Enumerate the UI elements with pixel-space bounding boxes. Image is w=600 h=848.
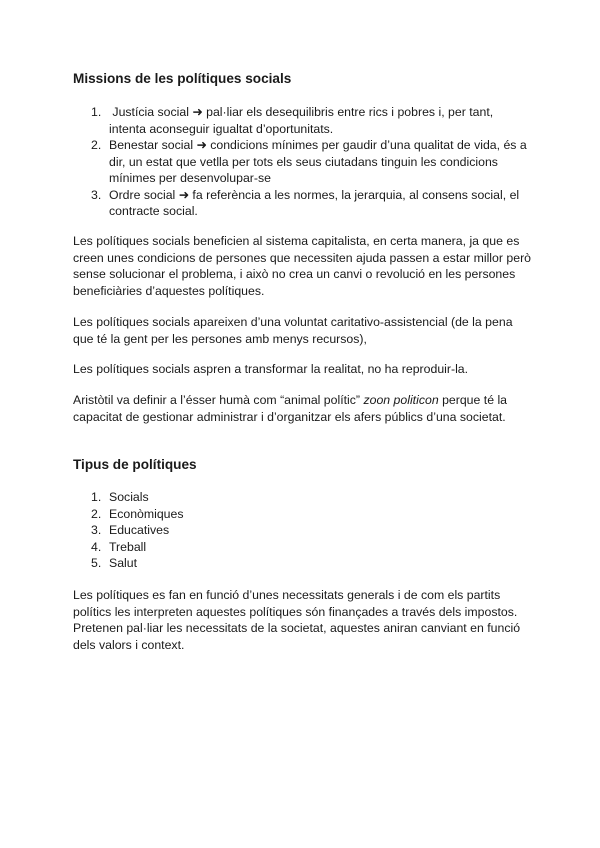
list-item bbox=[73, 104, 533, 137]
list-item-number: 3. bbox=[91, 523, 102, 537]
aristotle-text-start: Aristòtil va definir a l’ésser humà com “animal polític” bbox=[73, 393, 364, 407]
list-item-text: Justícia social ➜ pal·liar els desequilibris entre rics i pobres i, per tant, intenta aconseguir igualtat d’oportunitats. bbox=[109, 105, 497, 136]
list-item-text: Socials bbox=[109, 490, 149, 504]
section-heading-missions: Missions de les polítiques socials bbox=[73, 71, 292, 86]
zoon-politicon-term: zoon politicon bbox=[363, 393, 439, 407]
list-item-number: 1. bbox=[91, 490, 102, 504]
paragraph-aristotle bbox=[73, 392, 533, 425]
list-item bbox=[73, 489, 373, 506]
list-item-text: Salut bbox=[109, 556, 138, 570]
list-item-number: 3. bbox=[91, 187, 102, 202]
paragraph-charity: Les polítiques socials apareixen d’una voluntat caritativo-assistencial (de la pena que té la gent per les persones amb menys recursos), bbox=[73, 315, 513, 346]
paragraph-transform: Les polítiques socials aspren a transformar la realitat, no ha reproduir-la. bbox=[73, 362, 469, 376]
list-item-number: 2. bbox=[91, 138, 102, 152]
paragraph-closing: Les polítiques es fan en funció d’unes necessitats generals i de com els partits polítics les interpreten aquestes polítiques són finançades a través dels impostos. Pretenen pal·liar les necessitats de la societat, aquestes aniran canviant en funció dels valors i context. bbox=[73, 588, 521, 652]
list-item-text: Educatives bbox=[109, 523, 170, 537]
list-item bbox=[73, 137, 533, 187]
list-item bbox=[73, 539, 373, 556]
tipus-list bbox=[73, 489, 373, 572]
list-item bbox=[73, 555, 373, 572]
section-heading-tipus: Tipus de polítiques bbox=[73, 457, 197, 472]
list-item-number: 5. bbox=[91, 556, 102, 570]
list-item bbox=[73, 506, 373, 523]
list-item bbox=[73, 522, 373, 539]
list-item-text: Econòmiques bbox=[109, 506, 184, 521]
missions-list bbox=[73, 104, 533, 220]
list-item bbox=[73, 187, 533, 220]
list-item-text: Benestar social ➜ condicions mínimes per gaudir d’una qualitat de vida, és a dir, un estat que vetlla per tots els seus ciutadans tinguin les condicions mínimes per desenvolupar-se bbox=[109, 138, 527, 185]
list-item-number: 4. bbox=[91, 539, 102, 554]
list-item-text: Treball bbox=[109, 539, 147, 554]
list-item-number: 2. bbox=[91, 506, 102, 521]
aristotle-text-end: perque té la capacitat de gestionar administrar i d’organitzar els afers públics d’una societat. bbox=[73, 393, 508, 424]
list-item-text: Ordre social ➜ fa referència a les normes, la jerarquia, al consens social, el contracte social. bbox=[109, 187, 520, 218]
list-item-number: 1. bbox=[91, 105, 102, 119]
paragraph-capitalism: Les polítiques socials beneficien al sistema capitalista, en certa manera, ja que es creen unes condicions de persones que necessiten ajuda passen a estar millor però sense solucionar el problema, i això no crea un canvi o revolució en les persones beneficiàries d’aquestes polítiques. bbox=[73, 234, 531, 298]
